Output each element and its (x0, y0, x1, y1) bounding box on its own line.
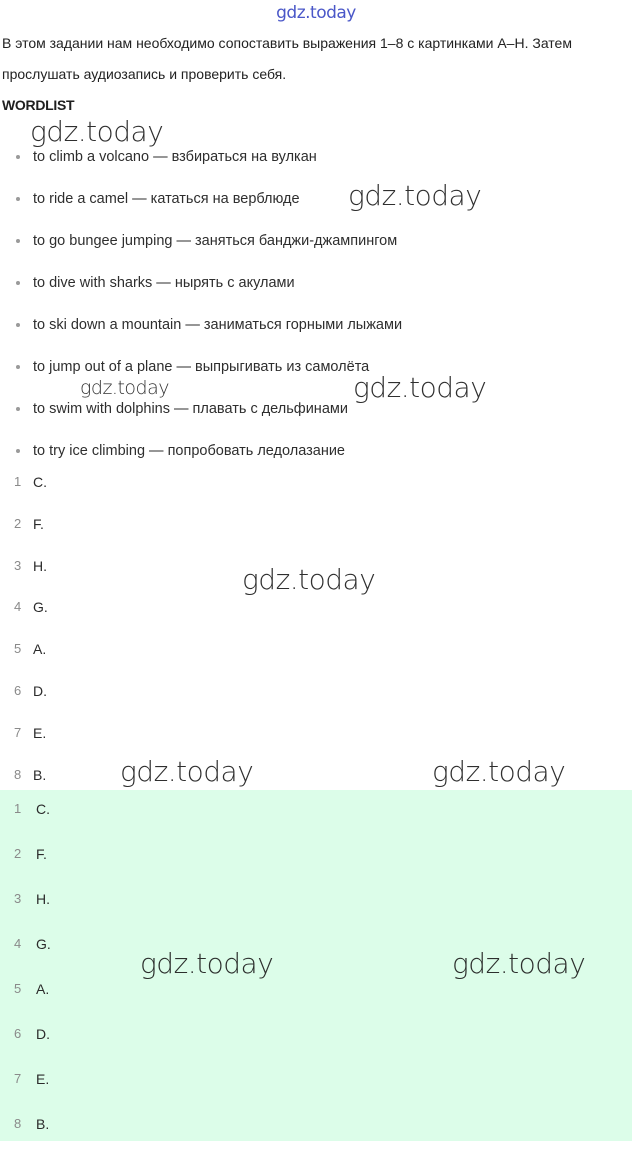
answer-key-row: 3 H. (14, 891, 50, 907)
watermark: gdz.today (353, 371, 487, 404)
answer-key-row: 7 E. (14, 1071, 50, 1087)
bullet-icon (16, 197, 20, 201)
wordlist-item: to go bungee jumping — заняться банджи-джампингом (0, 220, 402, 262)
wordlist (0, 136, 402, 472)
answer-key-row: 1 C. (14, 801, 50, 817)
watermark: gdz.today (348, 179, 482, 212)
bullet-icon (16, 281, 20, 285)
wordlist-item: to ski down a mountain — заниматься горными лыжами (0, 304, 402, 346)
watermark: gdz.today (140, 947, 274, 980)
bullet-icon (16, 407, 20, 411)
answer-key-row: 4 G. (14, 936, 51, 952)
watermark: gdz.today (452, 947, 586, 980)
wordlist-item: to ride a camel — кататься на верблюде (0, 178, 402, 220)
watermark: gdz.today (242, 563, 376, 596)
bullet-icon (16, 323, 20, 327)
watermark: gdz.today (432, 755, 566, 788)
answer-key-row: 6 D. (14, 1026, 50, 1042)
bullet-icon (16, 365, 20, 369)
wordlist-item: to jump out of a plane — выпрыгивать из самолёта (0, 346, 402, 388)
wordlist-item: to dive with sharks — нырять с акулами (0, 262, 402, 304)
wordlist-item: to swim with dolphins — плавать с дельфинами (0, 388, 402, 430)
answer-key-row: 8 B. (14, 1116, 50, 1132)
answer-key-row: 5 A. (14, 981, 50, 997)
watermark: gdz.today (30, 115, 164, 148)
task-instructions: В этом задании нам необходимо сопоставить выражения 1–8 с картинками A–H. Затем прослушать аудиозапись и проверить себя. (2, 35, 572, 82)
bullet-icon (16, 239, 20, 243)
site-logo[interactable]: gdz.today (276, 3, 356, 23)
wordlist-heading: WORDLIST (2, 97, 75, 113)
watermark: gdz.today (120, 755, 254, 788)
wordlist-item: to climb a volcano — взбираться на вулкан (0, 136, 402, 178)
bullet-icon (16, 155, 20, 159)
bullet-icon (16, 449, 20, 453)
watermark: gdz.today (80, 377, 169, 399)
wordlist-item: to try ice climbing — попробовать ледолазание (0, 430, 402, 472)
answer-key-row: 2 F. (14, 846, 47, 862)
